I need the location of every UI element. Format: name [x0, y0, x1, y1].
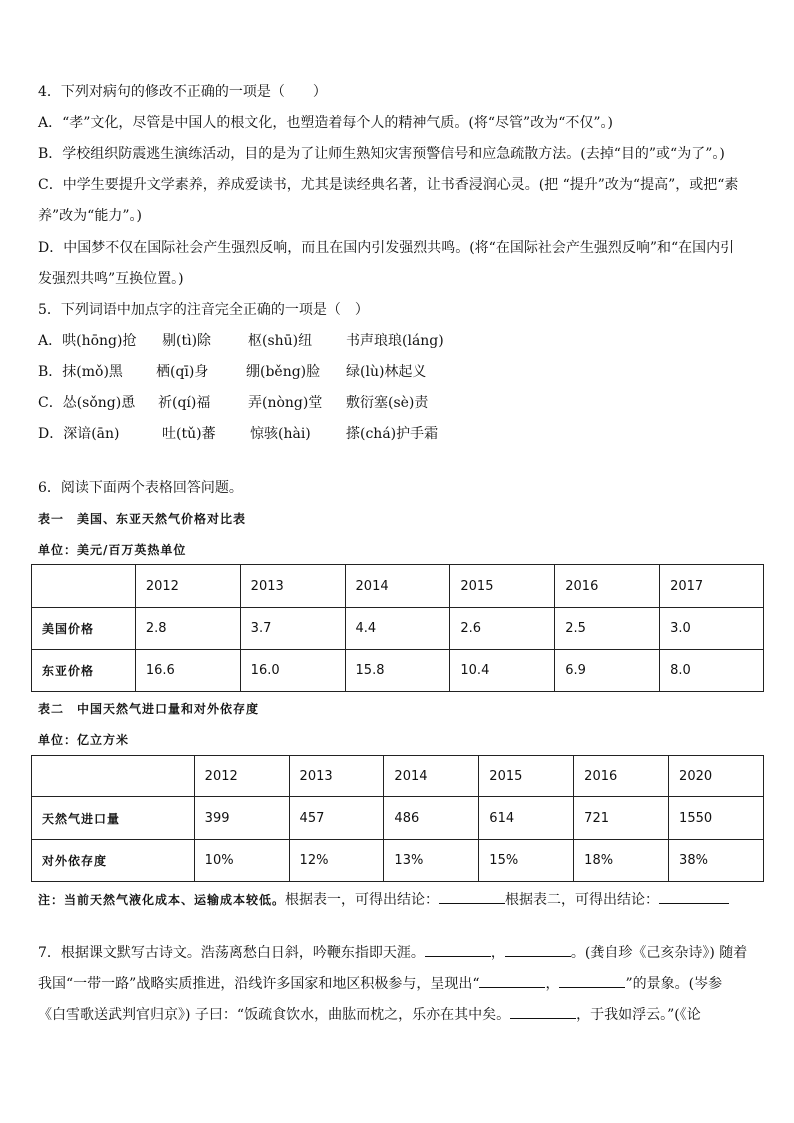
q6-note-table2: 根据表二，可得出结论： — [505, 892, 660, 908]
q5-word: 剔(tì)除 — [162, 333, 212, 349]
table-row — [32, 650, 764, 692]
table1-unit: 单位：美元/百万英热单位 — [38, 543, 187, 557]
table-cell: 4.4 — [345, 608, 450, 650]
table-cell: 8.0 — [660, 650, 764, 692]
q5-word: 搽(chá)护手霜 — [346, 426, 439, 442]
table-row-label: 东亚价格 — [32, 650, 136, 692]
table-cell: 3.0 — [660, 608, 764, 650]
q5-word: 绷(běng)脸 — [246, 364, 321, 380]
table-row — [32, 756, 764, 797]
table-cell: 16.6 — [135, 650, 240, 692]
q4-option-d-line1: D．中国梦不仅在国际社会产生强烈反响，而且在国内引发强烈共鸣。(将“在国际社会产生强烈反响”和“在国内引 — [38, 240, 735, 256]
table-cell: 486 — [384, 797, 479, 840]
table-cell: 16.0 — [240, 650, 345, 692]
table-cell: 2.6 — [450, 608, 555, 650]
table-cell: 1550 — [669, 797, 764, 840]
table-cell: 15% — [479, 840, 574, 882]
table-cell: 399 — [194, 797, 289, 840]
q7-text: 。(龚自珍《己亥杂诗》) 随着 — [570, 945, 748, 961]
q5-word: D．深谙(ān) — [38, 426, 120, 442]
q6-note — [38, 889, 729, 910]
answer-blank[interactable] — [439, 889, 505, 904]
q5-word: 栖(qī)身 — [156, 364, 209, 380]
q5-word: 惊骇(hài) — [250, 426, 311, 442]
q7-text: ， — [490, 945, 505, 961]
q6-stem: 6．阅读下面两个表格回答问题。 — [38, 480, 243, 496]
table-cell: 10% — [194, 840, 289, 882]
answer-blank[interactable] — [505, 942, 571, 957]
q4-option-d-line2: 发强烈共鸣”互换位置。) — [38, 271, 184, 287]
q5-word: 祈(qí)福 — [158, 395, 211, 411]
answer-blank[interactable] — [479, 973, 545, 988]
table2-caption: 表二 中国天然气进口量和对外依存度 — [38, 702, 260, 716]
answer-blank[interactable] — [559, 973, 625, 988]
table-row-label: 对外依存度 — [32, 840, 195, 882]
table-year: 2013 — [289, 756, 384, 797]
table-row — [32, 608, 764, 650]
table-year: 2017 — [660, 565, 764, 608]
table-cell: 12% — [289, 840, 384, 882]
table2-unit: 单位：亿立方米 — [38, 733, 130, 747]
table-year: 2016 — [574, 756, 669, 797]
table-row — [32, 797, 764, 840]
table-cell: 18% — [574, 840, 669, 882]
q6-note-table1: 根据表一，可得出结论： — [285, 892, 440, 908]
q5-word: 弄(nòng)堂 — [248, 395, 323, 411]
q5-word: B．抹(mǒ)黑 — [38, 364, 123, 380]
table-cell — [32, 756, 195, 797]
q4-option-a: A．“孝”文化，尽管是中国人的根文化，也塑造着每个人的精神气质。(将“尽管”改为“不仅”。) — [38, 115, 613, 131]
table-cell: 13% — [384, 840, 479, 882]
q7-text: 《白雪歌送武判官归京》) 子曰：“饭疏食饮水，曲肱而枕之，乐亦在其中矣。 — [38, 1007, 511, 1023]
table-cell: 2.8 — [135, 608, 240, 650]
table-row — [32, 565, 764, 608]
table-cell — [32, 565, 136, 608]
table-cell: 6.9 — [555, 650, 660, 692]
q7-text: ，于我如浮云。”(《论 — [576, 1007, 701, 1023]
table-cell: 38% — [669, 840, 764, 882]
q5-word: 绿(lù)林起义 — [346, 364, 427, 380]
table-row — [32, 840, 764, 882]
table-year: 2014 — [384, 756, 479, 797]
q7-text: 我国“一带一路”战略实质推进，沿线许多国家和地区积极参与，呈现出“ — [38, 976, 480, 992]
q7-line3 — [38, 1004, 701, 1025]
table-cell: 3.7 — [240, 608, 345, 650]
table-year: 2012 — [194, 756, 289, 797]
table-row-label: 美国价格 — [32, 608, 136, 650]
table-year: 2013 — [240, 565, 345, 608]
table-year: 2016 — [555, 565, 660, 608]
q5-stem: 5．下列词语中加点字的注音完全正确的一项是（ ） — [38, 302, 369, 318]
answer-blank[interactable] — [659, 889, 729, 904]
q5-word: 敷衍塞(sè)责 — [346, 395, 429, 411]
q5-word: 枢(shū)纽 — [248, 333, 313, 349]
table-cell: 721 — [574, 797, 669, 840]
table-row-label: 天然气进口量 — [32, 797, 195, 840]
table1 — [31, 564, 764, 692]
table-year: 2014 — [345, 565, 450, 608]
q4-option-c-line1: C．中学生要提升文学素养，养成爱读书，尤其是读经典名著，让书香浸润心灵。(把 “提升”改为“提高”，或把“素 — [38, 177, 739, 193]
q5-word: A．哄(hōng)抢 — [38, 333, 137, 349]
table-year: 2015 — [479, 756, 574, 797]
table2 — [31, 755, 764, 882]
answer-blank[interactable] — [510, 1004, 576, 1019]
q4-option-b: B．学校组织防震逃生演练活动，目的是为了让师生熟知灾害预警信号和应急疏散方法。(去掉“目的”或“为了”。) — [38, 146, 725, 162]
table-cell: 10.4 — [450, 650, 555, 692]
q6-note-lead: 注：当前天然气液化成本、运输成本较低。 — [38, 893, 286, 907]
answer-blank[interactable] — [425, 942, 491, 957]
q4-option-c-line2: 养”改为“能力”。) — [38, 208, 142, 224]
q5-word: C．怂(sǒng)恿 — [38, 395, 136, 411]
table-year: 2012 — [135, 565, 240, 608]
table-year: 2015 — [450, 565, 555, 608]
q7-text: ”的景象。(岑参 — [625, 976, 723, 992]
q7-text: ， — [545, 976, 560, 992]
table-cell: 15.8 — [345, 650, 450, 692]
table-cell: 457 — [289, 797, 384, 840]
q7-line2 — [38, 973, 722, 994]
q7-text: 7．根据课文默写古诗文。浩荡离愁白日斜，吟鞭东指即天涯。 — [38, 945, 425, 961]
table-cell: 2.5 — [555, 608, 660, 650]
table-year: 2020 — [669, 756, 764, 797]
q5-word: 书声琅琅(láng) — [346, 333, 444, 349]
table1-caption: 表一 美国、东亚天然气价格对比表 — [38, 512, 247, 526]
q5-word: 吐(tǔ)蕃 — [162, 426, 216, 442]
table-cell: 614 — [479, 797, 574, 840]
q7-line1 — [38, 942, 747, 963]
q4-stem: 4．下列对病句的修改不正确的一项是（ ） — [38, 84, 327, 100]
